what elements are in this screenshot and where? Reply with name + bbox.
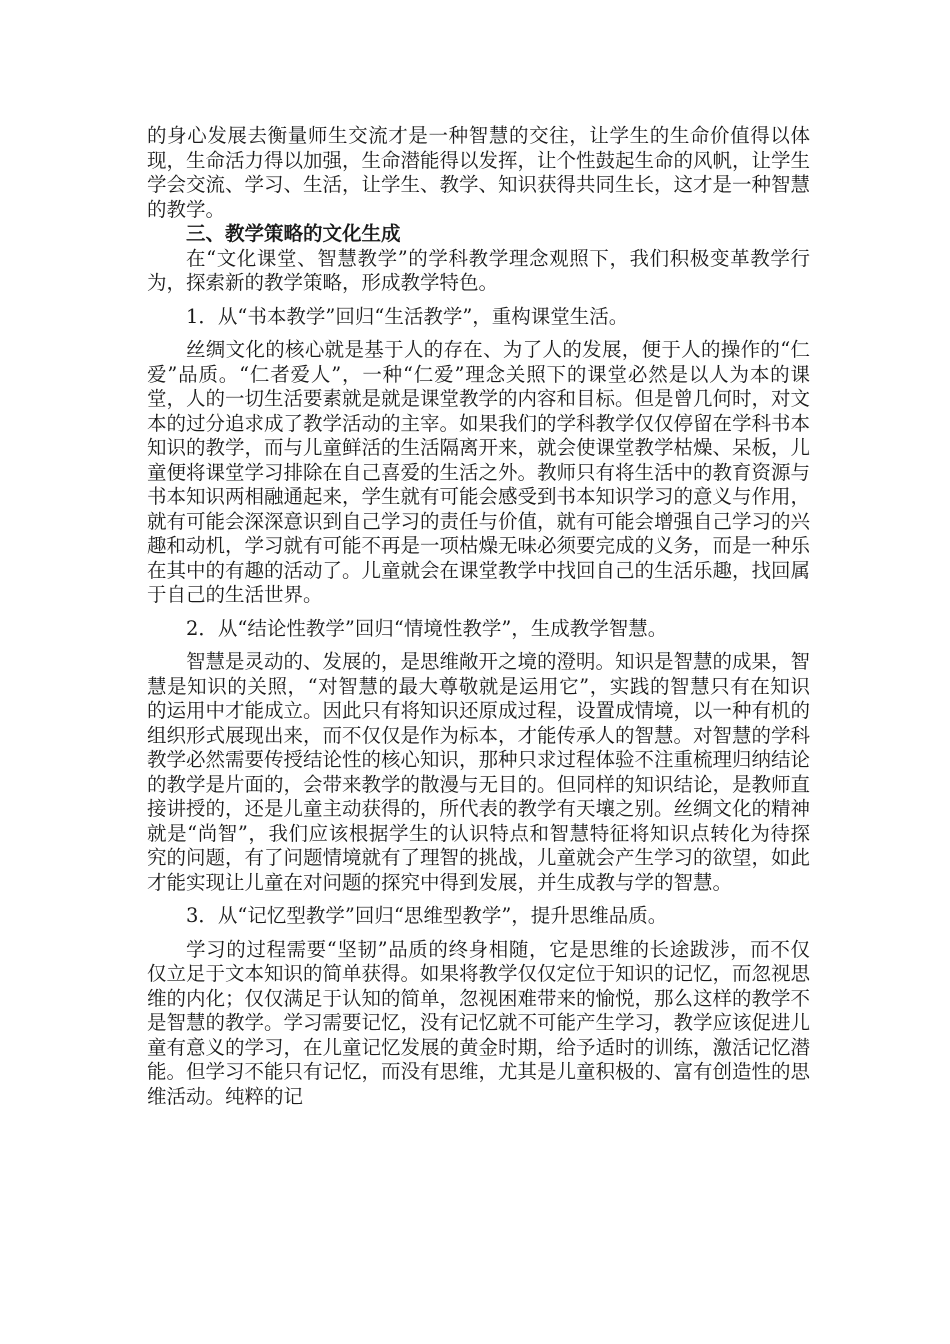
subheading-3: 3．从“记忆型教学”回归“思维型教学”，提升思维品质。: [186, 904, 668, 927]
subheading-2: 2．从“结论性教学”回归“情境性教学”，生成教学智慧。: [186, 616, 668, 640]
section-heading-3: 三、教学策略的文化生成: [186, 222, 401, 245]
subheading-1: 1．从“书本教学”回归“生活教学”，重构课堂生活。: [186, 304, 629, 328]
paragraph-life-teaching: 丝绸文化的核心就是基于人的存在、为了人的发展，便于人的操作的“仁爱”品质。“仁者爱人”，一种“仁爱”理念关照下的课堂必然是以人为本的课堂，人的一切生活要素就是就是课堂教学的内容和目标。但是曾几何时，对文本的过分追求成了教学活动的主宰。如果我们的学科教学仅仅停留在学科书本知识的教学，而与儿童鲜活的生活隔离开来，就会使课堂教学枯燥、呆板，儿童便将课堂学习排除在自己喜爱的生活之外。教师只有将生活中的教育资源与书本知识两相融通起来，学生就有可能会感受到书本知识学习的意义与作用，就有可能会深深意识到自己学习的责任与价值，就有可能会增强自己学习的兴趣和动机，学习就有可能不再是一项枯燥无味必须要完成的义务，而是一种乐在其中的有趣的活动了。儿童就会在课堂教学中找回自己的生活乐趣，找回属于自己的生活世界。: [147, 338, 811, 606]
paragraph-intro: 在“文化课堂、智慧教学”的学科教学理念观照下，我们积极变革教学行为，探索新的教学策略，形成教学特色。: [147, 246, 810, 294]
paragraph-continued: 的身心发展去衡量师生交流才是一种智慧的交往，让学生的生命价值得以体现，生命活力得以加强，生命潜能得以发挥，让个性鼓起生命的风帆，让学生学会交流、学习、生活，让学生、教学、知识获得共同生长，这才是一种智慧的教学。: [147, 124, 811, 221]
paragraph-thinking-teaching: 学习的过程需要“坚韧”品质的终身相随，它是思维的长途跋涉，而不仅仅立足于文本知识的简单获得。如果将教学仅仅定位于知识的记忆，而忽视思维的内化；仅仅满足于认知的简单，忽视困难带来的愉悦，那么这样的教学不是智慧的教学。学习需要记忆，没有记忆就不可能产生学习，教学应该促进儿童有意义的学习，在儿童记忆发展的黄金时期，给予适时的训练，激活记忆潜能。但学习不能只有记忆，而没有思维，尤其是儿童积极的、富有创造性的思维活动。纯粹的记: [147, 937, 811, 1108]
document-page: [147, 124, 810, 1109]
paragraph-situational-teaching: 智慧是灵动的、发展的，是思维敞开之境的澄明。知识是智慧的成果，智慧是知识的关照，“对智慧的最大尊敬就是运用它”，实践的智慧只有在知识的运用中才能成立。因此只有将知识还原成过程，设置成情境，以一种有机的组织形式展现出来，而不仅仅是作为标本，才能传承人的智慧。对智慧的学科教学必然需要传授结论性的核心知识，那种只求过程体验不注重梳理归纳结论的教学是片面的，会带来教学的散漫与无目的。但同样的知识结论，是教师直接讲授的，还是儿童主动获得的，所代表的教学有天壤之别。丝绸文化的精神就是“尚智”，我们应该根据学生的认识特点和智慧特征将知识点转化为待探究的问题，有了问题情境就有了理智的挑战，儿童就会产生学习的欲望，如此才能实现让儿童在对问题的探究中得到发展，并生成教与学的智慧。: [147, 650, 811, 894]
